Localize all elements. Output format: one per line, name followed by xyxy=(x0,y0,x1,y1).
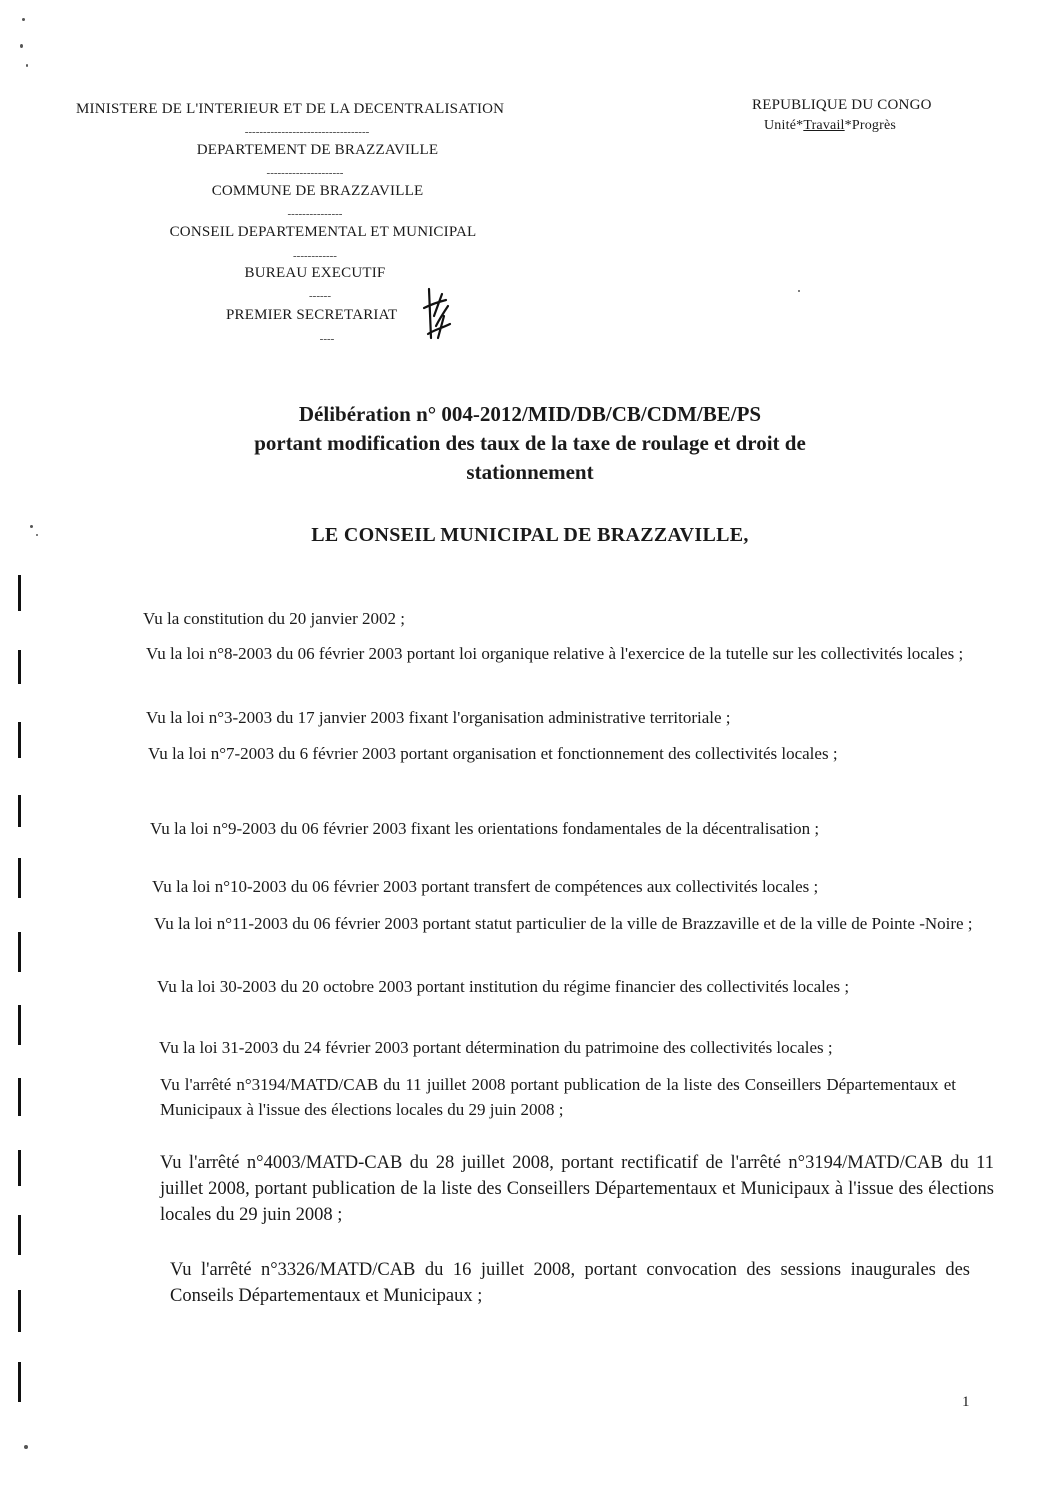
header-separator: ------------ xyxy=(293,250,337,262)
title-line: stationnement xyxy=(466,460,594,484)
document-title xyxy=(150,400,910,487)
ministry-name: MINISTERE DE L'INTERIEUR ET DE LA DECENTRALISATION xyxy=(76,101,505,117)
consideration-item: Vu la loi n°9-2003 du 06 février 2003 fixant les orientations fondamentales de la décentralisation ; xyxy=(150,819,820,838)
scan-speck xyxy=(798,290,800,292)
department-name: DEPARTEMENT DE BRAZZAVILLE xyxy=(196,142,439,158)
scan-speck xyxy=(20,44,23,48)
commune-name: COMMUNE DE BRAZZAVILLE xyxy=(211,183,424,199)
consideration-item: Vu la loi n°11-2003 du 06 février 2003 portant statut particulier de la ville de Brazzaville et de la ville de Pointe -Noire ; xyxy=(154,914,973,933)
secretariat-name: PREMIER SECRETARIAT xyxy=(226,307,398,323)
consideration-item: Vu la constitution du 20 janvier 2002 ; xyxy=(143,609,405,628)
scan-margin-mark xyxy=(18,1290,21,1332)
scan-margin-mark xyxy=(18,1150,21,1186)
consideration-item: Vu la loi n°7-2003 du 6 février 2003 portant organisation et fonctionnement des collectivités locales ; xyxy=(148,744,838,763)
council-heading: LE CONSEIL MUNICIPAL DE BRAZZAVILLE, xyxy=(311,524,749,546)
title-line: portant modification des taux de la taxe de roulage et droit de xyxy=(254,431,806,455)
header-separator: ---------------------------------- xyxy=(244,126,370,138)
handwritten-initials xyxy=(420,286,454,342)
council-name: CONSEIL DEPARTEMENTAL ET MUNICIPAL xyxy=(169,224,477,240)
consideration-item: Vu la loi 31-2003 du 24 février 2003 portant détermination du patrimoine des collectivités locales ; xyxy=(159,1038,833,1057)
consideration-item: Vu l'arrêté n°4003/MATD-CAB du 28 juillet 2008, portant rectificatif de l'arrêté n°3194/MATD/CAB du 11 juillet 2008, portant publication de la liste des Conseillers Départementaux et Municipaux à l'issue des élections locales du 29 juin 2008 ; xyxy=(160,1153,994,1225)
consideration-item: Vu la loi 30-2003 du 20 octobre 2003 portant institution du régime financier des collectivités locales ; xyxy=(157,977,850,996)
scan-speck xyxy=(26,64,28,67)
country-name: REPUBLIQUE DU CONGO xyxy=(752,97,932,113)
scan-margin-mark xyxy=(18,858,21,898)
scan-speck xyxy=(22,18,25,21)
scan-margin-mark xyxy=(18,1215,21,1255)
header-separator: ---- xyxy=(319,333,335,345)
consideration-item: Vu la loi n°10-2003 du 06 février 2003 portant transfert de compétences aux collectivités locales ; xyxy=(152,877,819,896)
consideration-item: Vu la loi n°8-2003 du 06 février 2003 portant loi organique relative à l'exercice de la tutelle sur les collectivités locales ; xyxy=(146,644,964,663)
header-separator: --------------------- xyxy=(266,167,344,179)
scan-speck xyxy=(36,534,38,536)
consideration-item: Vu l'arrêté n°3194/MATD/CAB du 11 juillet 2008 portant publication de la liste des Conseillers Départementaux et Municipaux à l'issue des élections locales du 29 juin 2008 ; xyxy=(160,1075,956,1119)
consideration-item: Vu l'arrêté n°3326/MATD/CAB du 16 juillet 2008, portant convocation des sessions inaugurales des Conseils Départementaux et Municipaux ; xyxy=(170,1260,970,1306)
scan-margin-mark xyxy=(18,1362,21,1402)
scan-margin-mark xyxy=(18,722,21,758)
scan-margin-mark xyxy=(18,1078,21,1116)
page-number: 1 xyxy=(962,1394,970,1410)
consideration-item: Vu la loi n°3-2003 du 17 janvier 2003 fixant l'organisation administrative territoriale ; xyxy=(146,708,731,727)
scan-speck xyxy=(24,1445,28,1449)
scan-margin-mark xyxy=(18,1005,21,1045)
scan-margin-mark xyxy=(18,932,21,972)
bureau-name: BUREAU EXECUTIF xyxy=(244,265,386,281)
scan-margin-mark xyxy=(18,795,21,827)
national-motto: Unité*Travail*Progrès xyxy=(764,118,897,133)
title-line: Délibération n° 004-2012/MID/DB/CB/CDM/BE/PS xyxy=(298,402,762,426)
scan-margin-mark xyxy=(18,575,21,611)
scan-speck xyxy=(30,525,33,528)
header-separator: ------ xyxy=(309,290,331,302)
header-separator: --------------- xyxy=(287,208,343,220)
scan-margin-mark xyxy=(18,650,21,684)
